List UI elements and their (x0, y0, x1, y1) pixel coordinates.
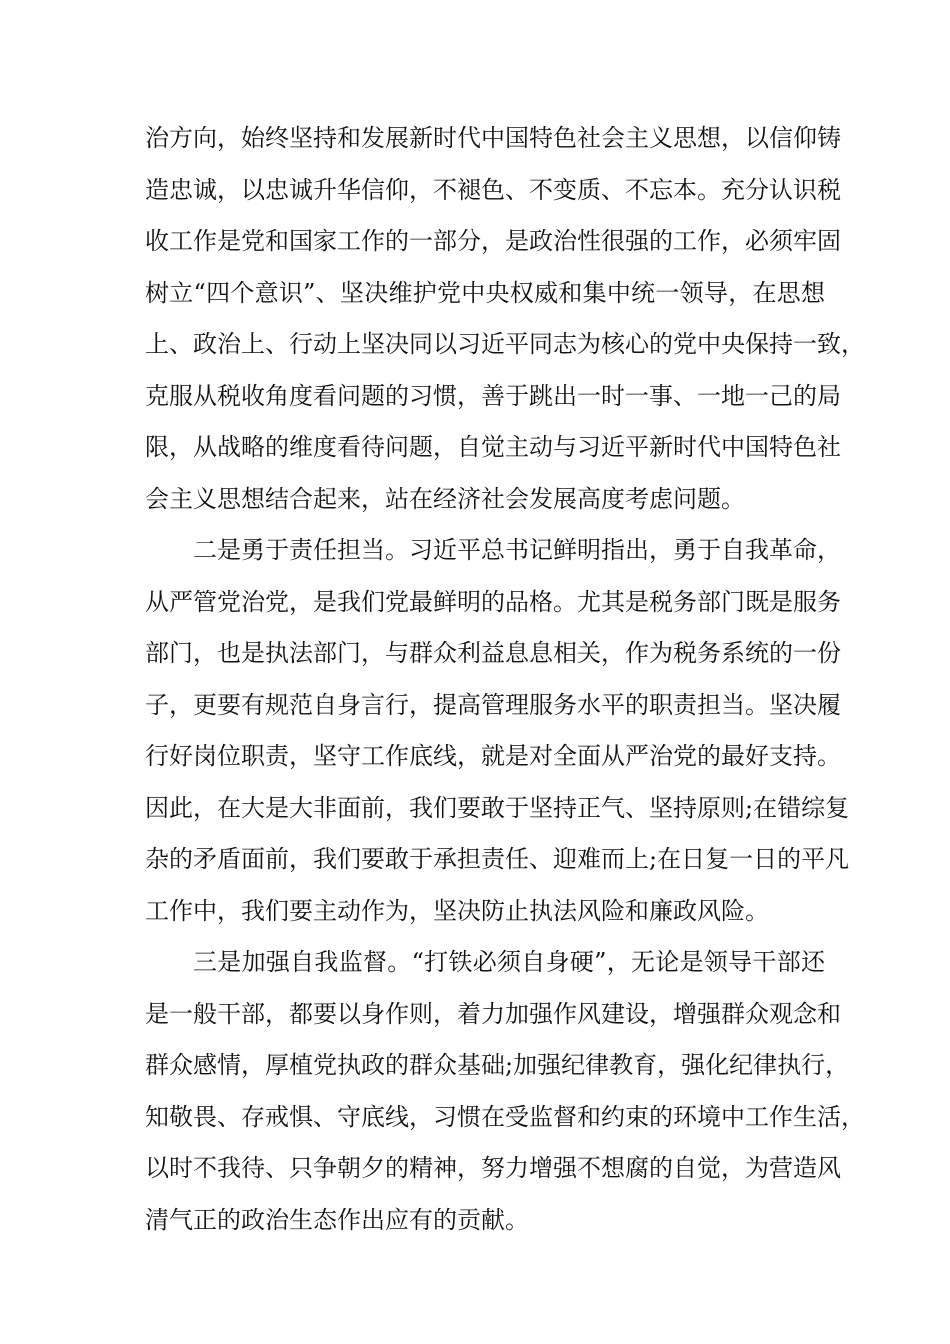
text-line: 会主义思想结合起来，站在经济社会发展高度考虑问题。 (145, 484, 745, 513)
text-line: 收工作是党和国家工作的一部分，是政治性很强的工作，必须牢固 (145, 227, 841, 255)
text-line: 部门，也是执法部门，与群众利益息息相关，作为税务系统的一份 (145, 639, 841, 667)
text-line: 治方向，始终坚持和发展新时代中国特色社会主义思想，以信仰铸 (145, 124, 841, 152)
text-line: 造忠诚，以忠诚升华信仰，不褪色、不变质、不忘本。充分认识税 (145, 175, 841, 204)
text-line: 清气正的政治生态作出应有的贡献。 (145, 1205, 529, 1234)
text-line: 是一般干部，都要以身作则，着力加强作风建设，增强群众观念和 (145, 999, 841, 1028)
text-line: 从严管党治党，是我们党最鲜明的品格。尤其是税务部门既是服务 (145, 587, 841, 616)
text-line: 上、政治上、行动上坚决同以习近平同志为核心的党中央保持一致， (145, 330, 865, 358)
text-line: 因此，在大是大非面前，我们要敢于坚持正气、坚持原则;在错综复 (145, 793, 850, 822)
text-line: 以时不我待、只争朝夕的精神，努力增强不想腐的自觉，为营造风 (145, 1154, 841, 1182)
text-line: 树立“四个意识”、坚决维护党中央权威和集中统一领导，在思想 (145, 278, 825, 307)
paragraph-first-line: 二是勇于责任担当。习近平总书记鲜明指出，勇于自我革命， (193, 536, 841, 564)
text-line: 工作中，我们要主动作为，坚决防止执法风险和廉政风险。 (145, 896, 769, 925)
text-line: 子，更要有规范自身言行，提高管理服务水平的职责担当。坚决履 (145, 690, 841, 719)
text-line: 杂的矛盾面前，我们要敢于承担责任、迎难而上;在日复一日的平凡 (145, 845, 850, 873)
text-line: 知敬畏、存戒惧、守底线，习惯在受监督和约束的环境中工作生活， (145, 1102, 865, 1131)
document-body (145, 113, 865, 1246)
text-line: 克服从税收角度看问题的习惯，善于跳出一时一事、一地一己的局 (145, 381, 841, 410)
paragraph-first-line: 三是加强自我监督。“打铁必须自身硬”，无论是领导干部还 (193, 948, 825, 976)
text-line: 群众感情，厚植党执政的群众基础;加强纪律教育，强化纪律执行， (145, 1051, 850, 1079)
text-line: 限，从战略的维度看待问题，自觉主动与习近平新时代中国特色社 (145, 433, 841, 461)
text-line: 行好岗位职责，坚守工作底线，就是对全面从严治党的最好支持。 (145, 742, 841, 770)
